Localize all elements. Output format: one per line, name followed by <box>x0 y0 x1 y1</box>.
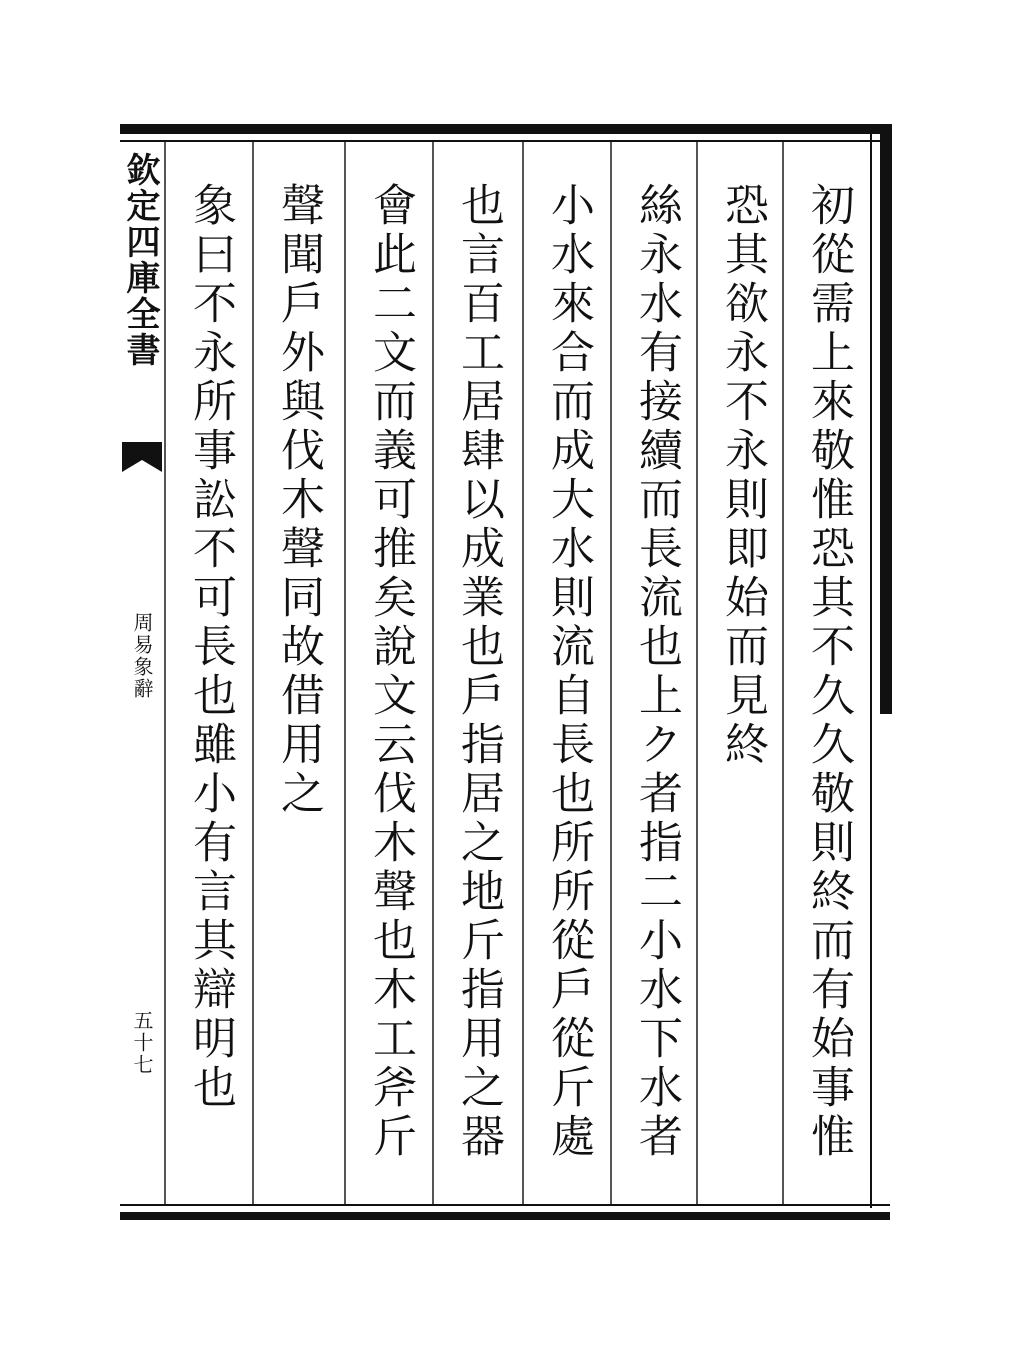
frame-bottom-border <box>120 1212 890 1220</box>
column-text: 也言百工居肆以成業也戶指居之地斤指用之器 <box>453 182 504 1162</box>
frame-right-border <box>880 124 892 714</box>
fish-tail-mark <box>122 442 162 472</box>
column-text: 聲聞戶外與伐木聲同故借用之 <box>273 182 324 819</box>
column-text: 會此二文而義可推矣說文云伐木聲也木工斧斤 <box>365 182 416 1162</box>
text-column-4 <box>522 142 612 1204</box>
text-column-1 <box>782 142 872 1204</box>
block-margin-column <box>118 142 166 1204</box>
column-text: 初從需上來敬惟恐其不久久敬則終而有始事惟 <box>803 182 854 1162</box>
text-column-3 <box>610 142 700 1204</box>
book-title: 周易象辭 <box>130 612 154 700</box>
text-column-2 <box>696 142 786 1204</box>
column-text: 恐其欲永不永則即始而見終 <box>717 182 768 770</box>
frame-top-border <box>120 124 890 134</box>
column-text: 小水來合而成大水則流自長也所所從戶從斤處 <box>543 182 594 1162</box>
text-column-7 <box>252 142 342 1204</box>
collection-title: 欽定四庫全書 <box>120 152 160 368</box>
frame-bottom-rule <box>120 1204 890 1206</box>
text-column-6 <box>344 142 434 1204</box>
text-column-8 <box>164 142 254 1204</box>
column-text: 絲永水有接續而長流也上ク者指二小水下水者 <box>631 182 682 1162</box>
column-text: 象曰不永所事訟不可長也雖小有言其辯明也 <box>185 182 236 1113</box>
page-number: 五十七 <box>130 1010 154 1076</box>
text-column-5 <box>432 142 522 1204</box>
